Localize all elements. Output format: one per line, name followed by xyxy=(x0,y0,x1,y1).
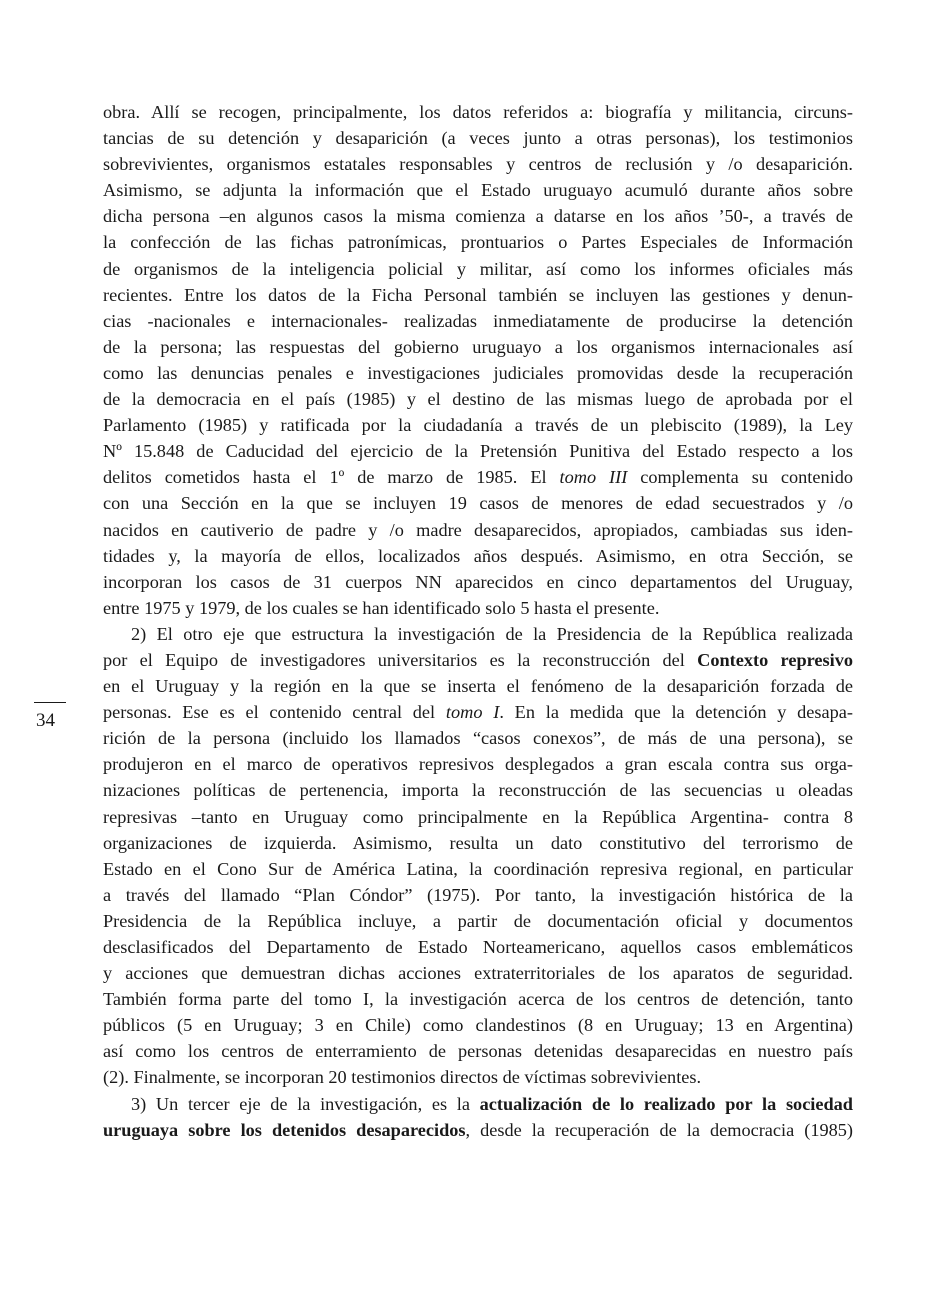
text-run: cias -nacionales e internacionales- realizadas inmediatamente de producirse la detención xyxy=(103,310,853,331)
text-run: produjeron en el marco de operativos represivos desplegados a gran escala contra sus orga- xyxy=(103,754,853,775)
text-line xyxy=(103,386,853,412)
text-line xyxy=(103,960,853,986)
text-line xyxy=(103,1012,853,1038)
text-line xyxy=(103,856,853,882)
text-run: como las denuncias penales e investigaciones judiciales promovidas desde la recuperación xyxy=(103,362,853,383)
text-run: Nº 15.848 de Caducidad del ejercicio de la Pretensión Punitiva del Estado respecto a los xyxy=(103,441,853,462)
italic-text: tomo I xyxy=(445,702,500,723)
bold-text: actualización de lo realizado por la sociedad xyxy=(479,1093,853,1114)
text-run: personas. Ese es el contenido central del xyxy=(103,702,446,723)
text-run: con una Sección en la que se incluyen 19 casos de menores de edad secuestrados y /o xyxy=(103,493,853,514)
text-line xyxy=(103,1038,853,1064)
text-line xyxy=(103,934,853,960)
text-run: rición de la persona (incluido los llamados “casos conexos”, de más de una persona), se xyxy=(103,728,853,749)
text-run: . En la medida que la detención y desapa- xyxy=(499,702,853,723)
text-line xyxy=(103,986,853,1012)
text-line xyxy=(103,282,853,308)
text-run: tancias de su detención y desaparición (a veces junto a otras personas), los testimonios xyxy=(103,128,853,149)
text-line xyxy=(103,464,853,490)
text-line xyxy=(103,543,853,569)
text-line xyxy=(103,1117,853,1143)
text-run: nacidos en cautiverio de padre y /o madre desaparecidos, apropiados, cambiadas sus iden- xyxy=(103,519,853,540)
body-text xyxy=(103,99,853,1143)
text-line xyxy=(103,256,853,282)
text-run: 2) El otro eje que estructura la investigación de la Presidencia de la República realizada xyxy=(131,623,853,644)
text-run: tidades y, la mayoría de ellos, localizados años después. Asimismo, en otra Sección, se xyxy=(103,545,853,566)
text-run: desclasificados del Departamento de Estado Norteamericano, aquellos casos emblemáticos xyxy=(103,937,853,957)
text-line xyxy=(103,908,853,934)
text-line xyxy=(103,308,853,334)
text-run: públicos (5 en Uruguay; 3 en Chile) como clandestinos (8 en Uruguay; 13 en Argentina) xyxy=(103,1015,853,1036)
text-run: Asimismo, se adjunta la información que el Estado uruguayo acumuló durante años sobre xyxy=(103,180,853,201)
text-run: de organismos de la inteligencia policial y militar, así como los informes oficiales más xyxy=(103,258,853,279)
text-line xyxy=(103,647,853,673)
text-run: , desde la recuperación de la democracia (1985) xyxy=(465,1119,853,1140)
text-run: represivas –tanto en Uruguay como principalmente en la República Argentina- contra 8 xyxy=(103,806,853,827)
text-line xyxy=(103,804,853,830)
text-line xyxy=(103,725,853,751)
text-run: También forma parte del tomo I, la investigación acerca de los centros de detención, tanto xyxy=(103,989,853,1010)
text-line xyxy=(103,882,853,908)
paragraph xyxy=(103,621,853,1091)
text-line xyxy=(103,777,853,803)
text-line xyxy=(103,830,853,856)
text-line xyxy=(103,412,853,438)
text-run: Parlamento (1985) y ratificada por la ciudadanía a través de un plebiscito (1989), la Ley xyxy=(103,415,853,436)
text-run: a través del llamado “Plan Cóndor” (1975). Por tanto, la investigación histórica de la xyxy=(103,884,853,905)
text-run: en el Uruguay y la región en la que se inserta el fenómeno de la desaparición forzada de xyxy=(103,676,853,697)
text-line xyxy=(103,517,853,543)
text-run: obra. Allí se recogen, principalmente, los datos referidos a: biografía y militancia, circuns- xyxy=(103,102,853,122)
text-run: sobrevivientes, organismos estatales responsables y centros de reclusión y /o desaparición. xyxy=(103,154,853,175)
text-run: la confección de las fichas patronímicas, prontuarios o Partes Especiales de Información xyxy=(103,232,853,253)
text-run: delitos cometidos hasta el 1º de marzo de 1985. El xyxy=(103,467,560,488)
text-line xyxy=(103,151,853,177)
text-line xyxy=(103,751,853,777)
text-run: por el Equipo de investigadores universitarios es la reconstrucción del xyxy=(103,649,698,670)
text-run: complementa su contenido xyxy=(627,467,853,488)
text-line xyxy=(103,125,853,151)
text-run: nizaciones políticas de pertenencia, importa la reconstrucción de las secuencias u oleadas xyxy=(103,780,853,801)
text-line xyxy=(103,203,853,229)
paragraph xyxy=(103,1091,853,1143)
text-line xyxy=(103,360,853,386)
text-run: incorporan los casos de 31 cuerpos NN aparecidos en cinco departamentos del Uruguay, xyxy=(103,571,853,592)
text-line xyxy=(103,673,853,699)
text-run: dicha persona –en algunos casos la misma comienza a datarse en los años ’50-, a través de xyxy=(103,206,853,227)
text-line xyxy=(103,490,853,516)
text-line xyxy=(103,229,853,255)
text-line xyxy=(103,595,853,621)
bold-text: uruguaya sobre los detenidos desaparecidos xyxy=(103,1119,466,1140)
text-line xyxy=(103,1064,853,1090)
text-run: 3) Un tercer eje de la investigación, es la xyxy=(131,1093,480,1114)
text-run: así como los centros de enterramiento de personas detenidas desaparecidas en nuestro país xyxy=(103,1041,853,1062)
text-line xyxy=(103,621,853,647)
text-run: Presidencia de la República incluye, a partir de documentación oficial y documentos xyxy=(103,910,853,931)
text-line xyxy=(103,1091,853,1117)
paragraph xyxy=(103,99,853,621)
text-line xyxy=(103,569,853,595)
text-line xyxy=(103,334,853,360)
page-number: 34 xyxy=(36,710,55,731)
text-line xyxy=(103,438,853,464)
text-run: de la persona; las respuestas del gobierno uruguayo a los organismos internacionales así xyxy=(103,336,853,357)
page-number-rule xyxy=(34,702,66,703)
bold-text: Contexto represivo xyxy=(697,649,853,670)
text-run: recientes. Entre los datos de la Ficha Personal también se incluyen las gestiones y denun- xyxy=(103,284,853,305)
text-run: Estado en el Cono Sur de América Latina, la coordinación represiva regional, en particular xyxy=(103,858,853,879)
text-line xyxy=(103,177,853,203)
text-run: de la democracia en el país (1985) y el destino de las mismas luego de aprobada por el xyxy=(103,389,853,410)
text-run: organizaciones de izquierda. Asimismo, resulta un dato constitutivo del terrorismo de xyxy=(103,832,853,853)
italic-text: tomo III xyxy=(559,467,628,488)
text-run: (2). Finalmente, se incorporan 20 testimonios directos de víctimas sobrevivientes. xyxy=(103,1067,702,1088)
text-run: y acciones que demuestran dichas acciones extraterritoriales de los aparatos de seguridad. xyxy=(103,963,853,984)
text-line xyxy=(103,699,853,725)
text-run: entre 1975 y 1979, de los cuales se han identificado solo 5 hasta el presente. xyxy=(103,597,660,618)
text-line xyxy=(103,99,853,125)
